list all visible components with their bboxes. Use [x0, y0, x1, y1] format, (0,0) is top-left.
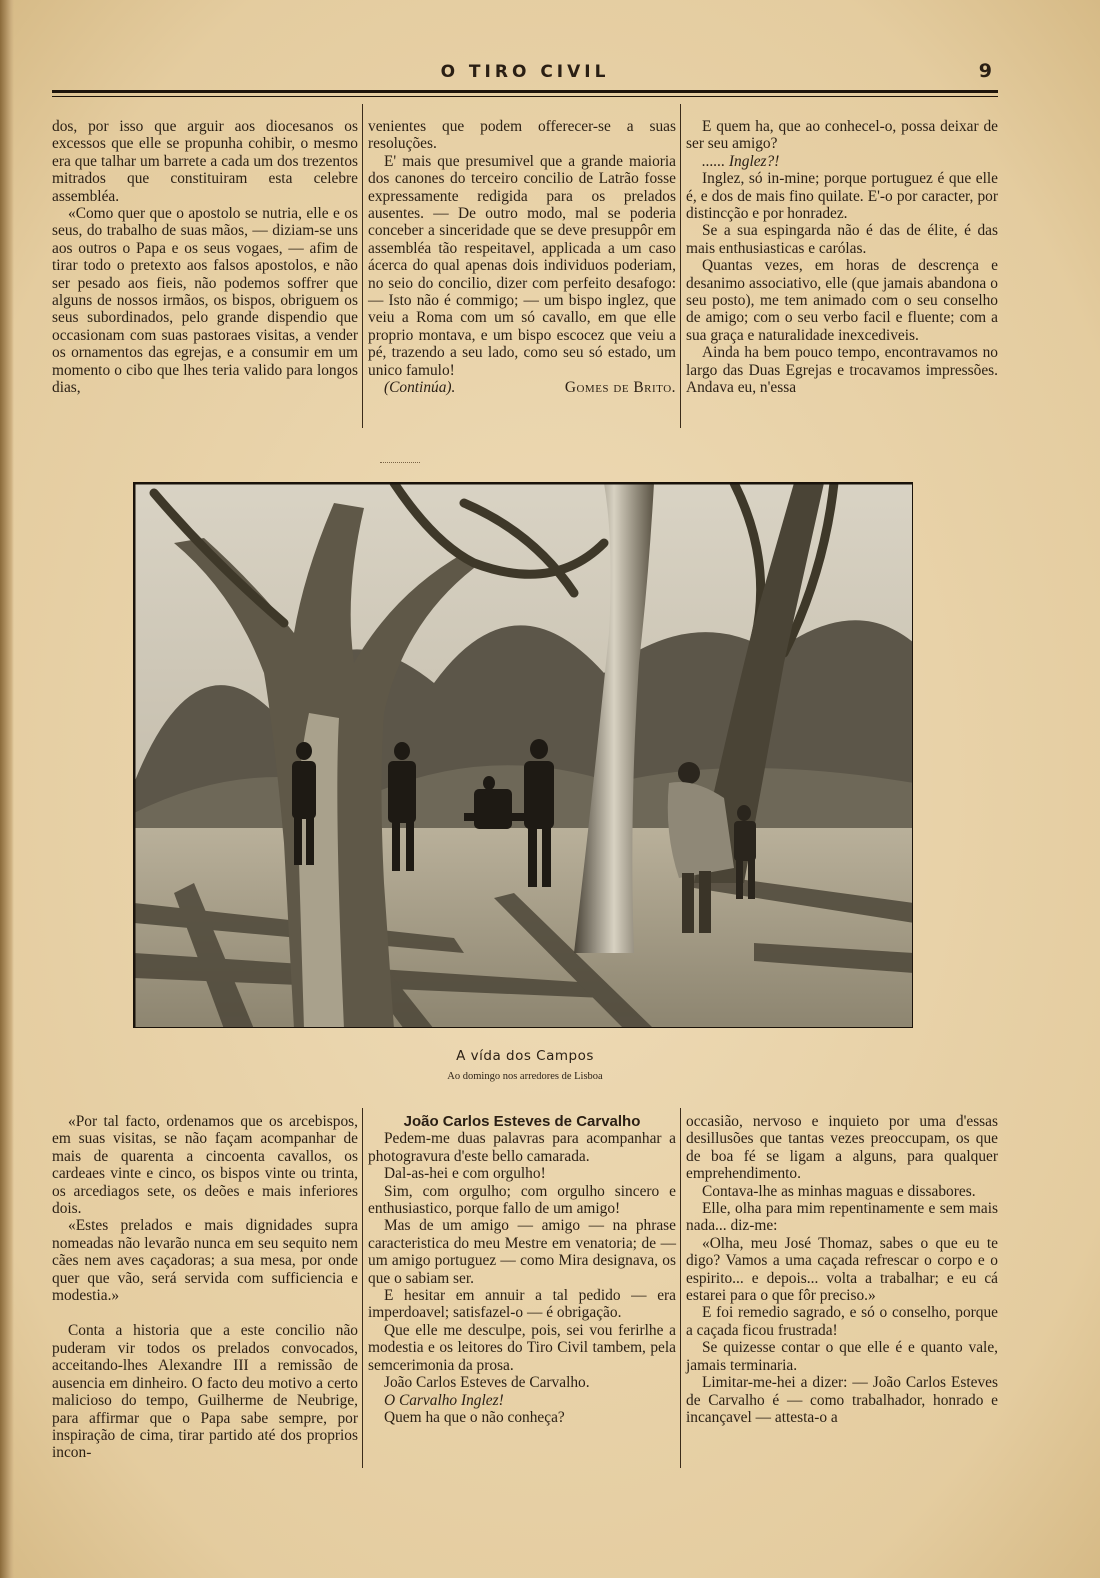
column-divider — [362, 1108, 363, 1468]
continued-note: (Continúa). — [384, 379, 456, 397]
paragraph: Quantas vezes, em horas de descrença e desanimo associativo, elle (que jamais abandona o seu posto), me tem animado com o seu conselho de amigo; com o seu verbo facil e fluente; com a sua graça e naturalidade inexcediveis. — [686, 257, 998, 344]
paragraph: Se quizesse contar o que elle é e quanto vale, jamais terminaria. — [686, 1339, 998, 1374]
paragraph: Inglez, só in-mine; porque portuguez é que elle é, e dos de mais fino quilate. E'-o por caracter, por distincção e por honradez. — [686, 170, 998, 223]
paragraph: Contava-lhe as minhas maguas e dissabores. — [702, 1182, 976, 1200]
paragraph: Limitar-me-hei a dizer: — João Carlos Esteves de Carvalho é — como trabalhador, honrado e incançavel — attesta-o a — [686, 1374, 998, 1426]
top-column-1 — [52, 118, 358, 397]
paragraph: «Por tal facto, ordenamos que os arcebispos, em suas visitas, se não façam acompanhar de mais de quarenta a cincoenta cavallos, os cardeaes vinte e cinco, os bispos vinte ou trinta, os arcediagos sete, os deões e mais inferiores dois. — [52, 1113, 358, 1218]
paragraph: E' mais que presumivel que a grande maioria dos canones do terceiro concilio de Latrão fosse expressamente redigida para os prelados ausentes. — De outro modo, mal se poderia conceber a sinceridade que se deve presuppôr em assembléa tão respeitavel, applicada a um caso ácerca do qual apenas dois individuos poderiam, no seio do concilio, dizer com perfeito desafogo: — Isto não é commigo; — um bispo inglez, que veiu a Roma com um só cavallo, em que elle proprio montava, e um bispo escocez que veiu a pé, trazendo a seu lado, como seu só estado, um unico famulo! — [368, 152, 676, 379]
paragraph: «Como quer que o apostolo se nutria, elle e os seus, do trabalho de suas mãos, — diziam-se uns aos outros o Papa e os seus vogaes, — afim de tirar todo o pretexto aos falsos apostolos, e não ser pesado aos fieis, não podemos soffrer que alguns de nossos irmãos, os bispos, obriguem os seus subordinados, pelo grande dispendio que occasionam com suas pastoraes visitas, a vender os ornamentos das egrejas, e a consumir em um momento o cibo que lhes teria valido para longos dias, — [52, 205, 358, 397]
separator-ornament — [380, 462, 420, 466]
top-column-3 — [686, 118, 998, 397]
paragraph: Pedem-me duas palavras para acompanhar a photogravura d'este bello camarada. — [368, 1130, 676, 1165]
paragraph: «Olha, meu José Thomaz, sabes o que eu te digo? Vamos a uma caçada refrescar o corpo e o espirito... e depois... volta a trabalhar; e eu cá estarei para o que fôr preciso.» — [686, 1234, 998, 1305]
column-divider — [362, 104, 363, 428]
paragraph: Sim, com orgulho; com orgulho sincero e enthusiastico, porque fallo de um amigo! — [368, 1182, 676, 1218]
paragraph: venientes que podem offerecer-se a suas resoluções. — [368, 118, 676, 153]
top-column-2 — [368, 118, 676, 397]
publication-title: O TIRO CIVIL — [440, 62, 610, 82]
paragraph: occasião, nervoso e inquieto por uma d'essas desillusões que tantas vezes preoccupam, os que de boa fé se ligam a alguns, para qualquer emprehendimento. — [686, 1113, 998, 1183]
page-header — [52, 58, 998, 102]
photo-caption: A vída dos Campos — [456, 1048, 594, 1064]
bottom-column-2 — [368, 1113, 676, 1426]
header-rule — [52, 90, 998, 97]
paragraph: Que elle me desculpe, pois, sei vou ferirlhe a modestia e os leitores do Tiro Civil tambem, pela semcerimonia da prosa. — [368, 1321, 676, 1374]
paragraph: Ainda ha bem pouco tempo, encontravamos no largo das Duas Egrejas e trocavamos impressões. Andava eu, n'essa — [686, 344, 998, 397]
paragraph: João Carlos Esteves de Carvalho. — [384, 1374, 590, 1392]
photograph — [133, 482, 913, 1028]
bottom-column-1 — [52, 1113, 358, 1462]
paragraph: E hesitar em annuir a tal pedido — era imperdoavel; satisfazel-o — é obrigação. — [368, 1287, 676, 1322]
paragraph: Dal-as-hei e com orgulho! — [384, 1165, 546, 1183]
photo-subcaption: Ao domingo nos arredores de Lisboa — [447, 1071, 603, 1082]
paragraph: Mas de um amigo — amigo — na phrase caracteristica do meu Mestre em venatoria; de — um amigo portuguez — como Mira designava, os que o sabiam ser. — [368, 1217, 676, 1287]
article-signature — [368, 379, 676, 396]
article-title: João Carlos Esteves de Carvalho — [403, 1113, 641, 1130]
paragraph: ...... Inglez?! — [702, 152, 780, 170]
paragraph: Conta a historia que a este concilio não puderam vir todos os prelados convocados, acceitando-lhes Alexandre III a remissão de ausencia em dinheiro. O facto deu motivo a certo malicioso do tempo, Guilherme de Neubrige, para affirmar que o Papa sabe sempre, por inspiração de cima, tirar partido até dos proprios incon- — [52, 1322, 358, 1462]
paragraph: E foi remedio sagrado, e só o conselho, porque a caçada ficou frustrada! — [686, 1304, 998, 1339]
paragraph: Elle, olha para mim repentinamente e sem mais nada... diz-me: — [686, 1200, 998, 1235]
park-scene-photo — [134, 483, 913, 1028]
column-divider — [680, 104, 681, 428]
paragraph: dos, por isso que arguir aos diocesanos os excessos que elle se propunha cohibir, o mesmo era que talhar um barrete a cada um dos trezentos mitrados que constituiram esta celebre assembléa. — [52, 118, 358, 205]
paragraph: O Carvalho Inglez! — [384, 1391, 504, 1409]
bottom-column-3 — [686, 1113, 998, 1426]
paragraph: Quem ha que o não conheça? — [384, 1408, 565, 1426]
paragraph: E quem ha, que ao conhecel-o, possa deixar de ser seu amigo? — [686, 118, 998, 153]
column-divider — [680, 1108, 681, 1468]
page-number: 9 — [978, 60, 992, 82]
paragraph: Se a sua espingarda não é das de élite, é das mais enthusiasticas e carólas. — [686, 222, 998, 257]
paragraph: «Estes prelados e mais dignidades supra nomeadas não levarão nunca em seu sequito nem cães nem aves caçadoras; a sua mesa, por onde quer que vão, será servida com sufficiencia e modestia.» — [52, 1217, 358, 1305]
author-name: Gomes de Brito. — [564, 379, 676, 397]
